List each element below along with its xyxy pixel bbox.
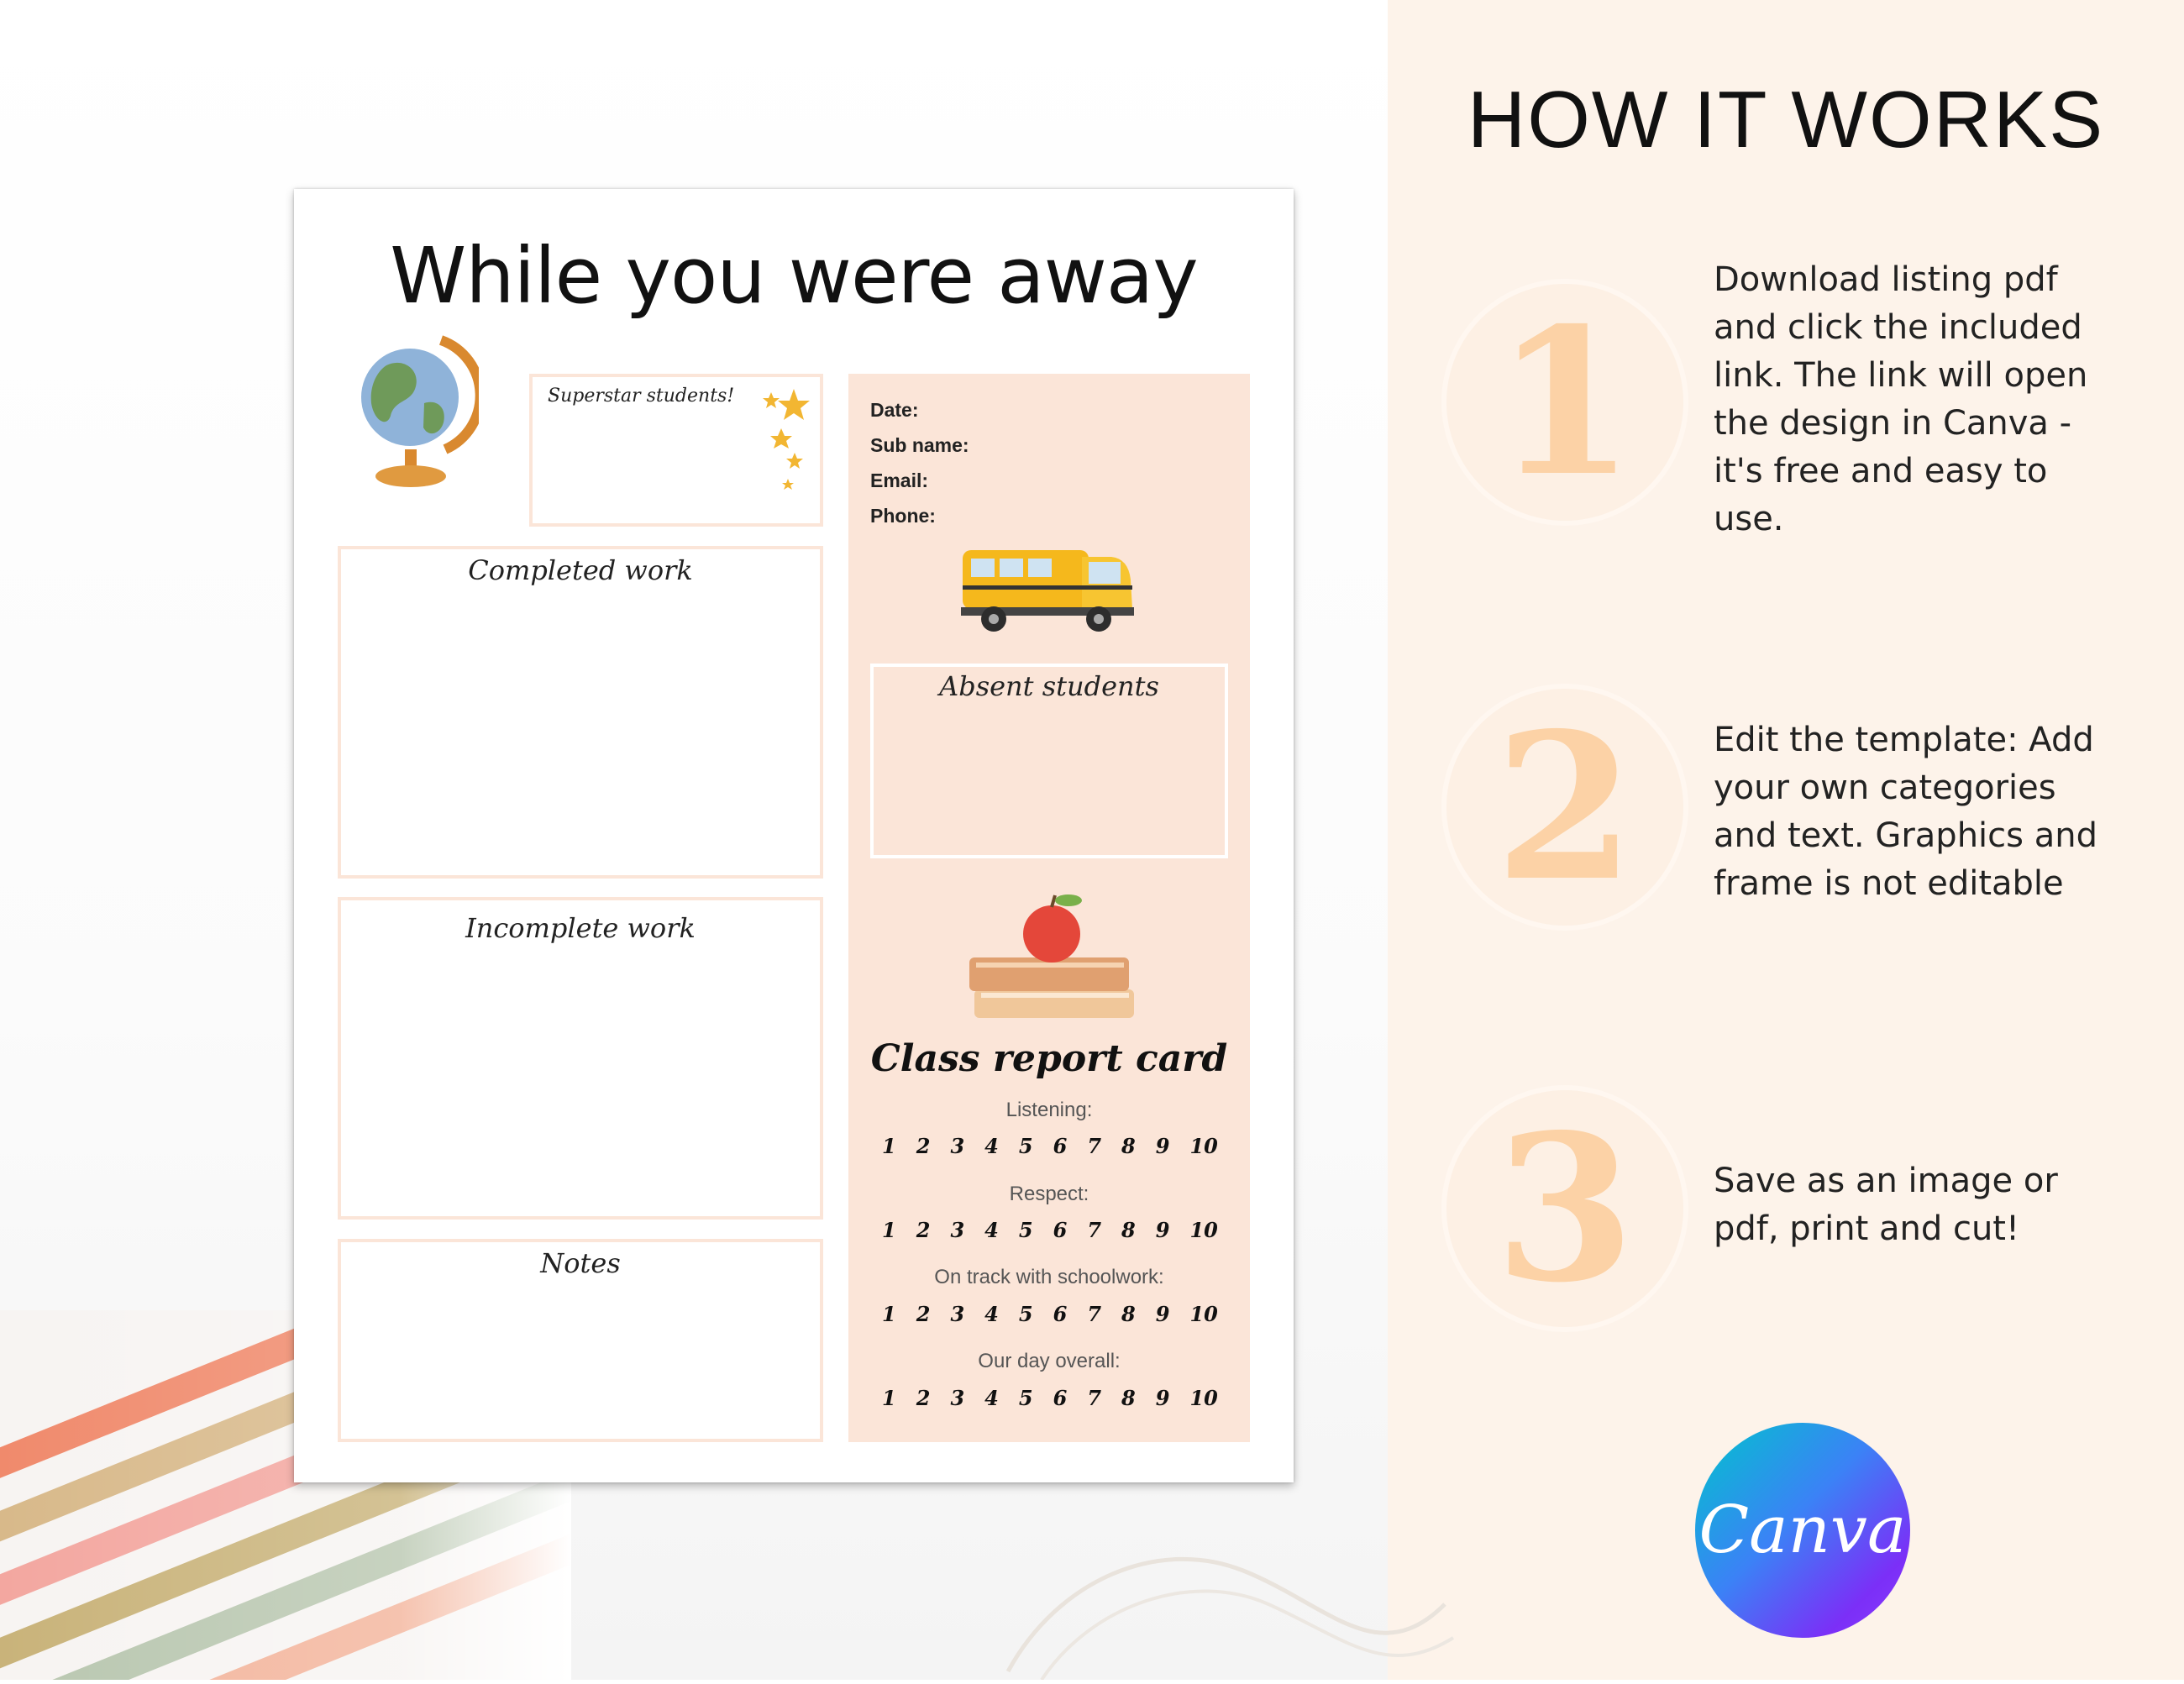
rating-scale-row xyxy=(882,1386,1218,1410)
rating-number: 8 xyxy=(1121,1386,1136,1410)
rating-number: 4 xyxy=(984,1386,999,1410)
rating-number: 10 xyxy=(1189,1386,1218,1410)
sub-name-label: Sub name: xyxy=(870,434,969,456)
rating-scale-row xyxy=(882,1134,1218,1158)
canva-logo xyxy=(1695,1423,1910,1638)
rating-number: 10 xyxy=(1189,1218,1218,1242)
step-2-text xyxy=(1714,716,2150,908)
rating-number: 4 xyxy=(984,1218,999,1242)
category-respect: Respect: xyxy=(1009,1183,1089,1205)
globe-icon xyxy=(353,323,479,491)
rating-number: 3 xyxy=(950,1134,965,1158)
notes-box xyxy=(338,1239,823,1442)
step-1-line: use. xyxy=(1714,500,1784,538)
rating-number: 6 xyxy=(1053,1218,1068,1242)
step-1-line: the design in Canva - xyxy=(1714,404,2072,443)
how-it-works-title: HOW IT WORKS xyxy=(1467,75,2105,165)
completed-work-box xyxy=(338,546,823,879)
category-day-overall: Our day overall: xyxy=(978,1350,1121,1372)
rating-scale-row xyxy=(882,1218,1218,1242)
rating-number: 10 xyxy=(1189,1302,1218,1326)
rating-number: 2 xyxy=(916,1302,931,1326)
step-3-circle xyxy=(1446,1090,1683,1327)
step-3-text xyxy=(1714,1157,2150,1253)
rating-number: 2 xyxy=(916,1386,931,1410)
step-2-line: and text. Graphics and xyxy=(1714,816,2097,855)
step-1-number: 1 xyxy=(1494,284,1635,521)
superstar-label: Superstar students! xyxy=(548,386,735,407)
phone-label: Phone: xyxy=(870,505,936,527)
rating-number: 2 xyxy=(916,1134,931,1158)
step-1-circle xyxy=(1446,284,1683,521)
rating-number: 5 xyxy=(1018,1134,1033,1158)
star-icons xyxy=(756,382,815,500)
rating-number: 9 xyxy=(1155,1302,1170,1326)
step-2-circle xyxy=(1446,689,1683,926)
rating-number: 1 xyxy=(882,1386,896,1410)
absent-students-box xyxy=(870,664,1228,858)
rating-number: 7 xyxy=(1087,1386,1102,1410)
rating-number: 2 xyxy=(916,1218,931,1242)
superstar-box xyxy=(529,374,823,527)
rating-scale-row xyxy=(882,1302,1218,1326)
step-3-line: Save as an image or xyxy=(1714,1162,2058,1200)
rating-number: 6 xyxy=(1053,1302,1068,1326)
rating-number: 10 xyxy=(1189,1134,1218,1158)
step-1-line: and click the included xyxy=(1714,308,2082,347)
date-label: Date: xyxy=(870,399,919,421)
step-2-line: your own categories xyxy=(1714,769,2056,807)
rating-number: 6 xyxy=(1053,1134,1068,1158)
rating-number: 3 xyxy=(950,1386,965,1410)
worksheet-preview xyxy=(294,189,1294,1482)
rating-number: 4 xyxy=(984,1134,999,1158)
rating-number: 8 xyxy=(1121,1134,1136,1158)
rating-number: 8 xyxy=(1121,1302,1136,1326)
rating-number: 1 xyxy=(882,1134,896,1158)
rating-number: 5 xyxy=(1018,1386,1033,1410)
sub-info-column xyxy=(848,374,1250,1442)
twine-decoration xyxy=(991,1503,1462,1680)
category-listening: Listening: xyxy=(1005,1099,1093,1121)
report-card-title: Class report card xyxy=(870,1037,1228,1080)
rating-number: 4 xyxy=(984,1302,999,1326)
step-3-line: pdf, print and cut! xyxy=(1714,1209,2020,1248)
canva-logo-text: Canva xyxy=(1698,1493,1907,1568)
step-2-number: 2 xyxy=(1494,689,1635,926)
email-label: Email: xyxy=(870,470,929,491)
completed-work-label: Completed work xyxy=(468,554,693,586)
step-1-text xyxy=(1714,256,2150,543)
rating-number: 8 xyxy=(1121,1218,1136,1242)
rating-number: 7 xyxy=(1087,1218,1102,1242)
rating-number: 6 xyxy=(1053,1386,1068,1410)
worksheet-title: While you were away xyxy=(390,231,1198,321)
step-1-line: it's free and easy to xyxy=(1714,452,2048,491)
rating-number: 5 xyxy=(1018,1218,1033,1242)
incomplete-work-box xyxy=(338,897,823,1220)
rating-number: 9 xyxy=(1155,1134,1170,1158)
rating-number: 3 xyxy=(950,1218,965,1242)
rating-number: 3 xyxy=(950,1302,965,1326)
step-1-line: Download listing pdf xyxy=(1714,260,2058,299)
step-3-number: 3 xyxy=(1494,1090,1635,1327)
rating-number: 5 xyxy=(1018,1302,1033,1326)
step-1-line: link. The link will open xyxy=(1714,356,2088,395)
category-on-track: On track with schoolwork: xyxy=(934,1266,1164,1288)
school-bus-icon xyxy=(956,533,1141,638)
notes-label: Notes xyxy=(540,1247,621,1279)
apple-books-icon xyxy=(958,890,1142,1025)
rating-number: 1 xyxy=(882,1218,896,1242)
rating-number: 9 xyxy=(1155,1218,1170,1242)
rating-number: 7 xyxy=(1087,1134,1102,1158)
rating-number: 1 xyxy=(882,1302,896,1326)
step-2-line: Edit the template: Add xyxy=(1714,721,2094,759)
rating-number: 9 xyxy=(1155,1386,1170,1410)
absent-students-label: Absent students xyxy=(939,670,1159,702)
rating-number: 7 xyxy=(1087,1302,1102,1326)
step-2-line: frame is not editable xyxy=(1714,864,2064,903)
incomplete-work-label: Incomplete work xyxy=(465,912,696,944)
